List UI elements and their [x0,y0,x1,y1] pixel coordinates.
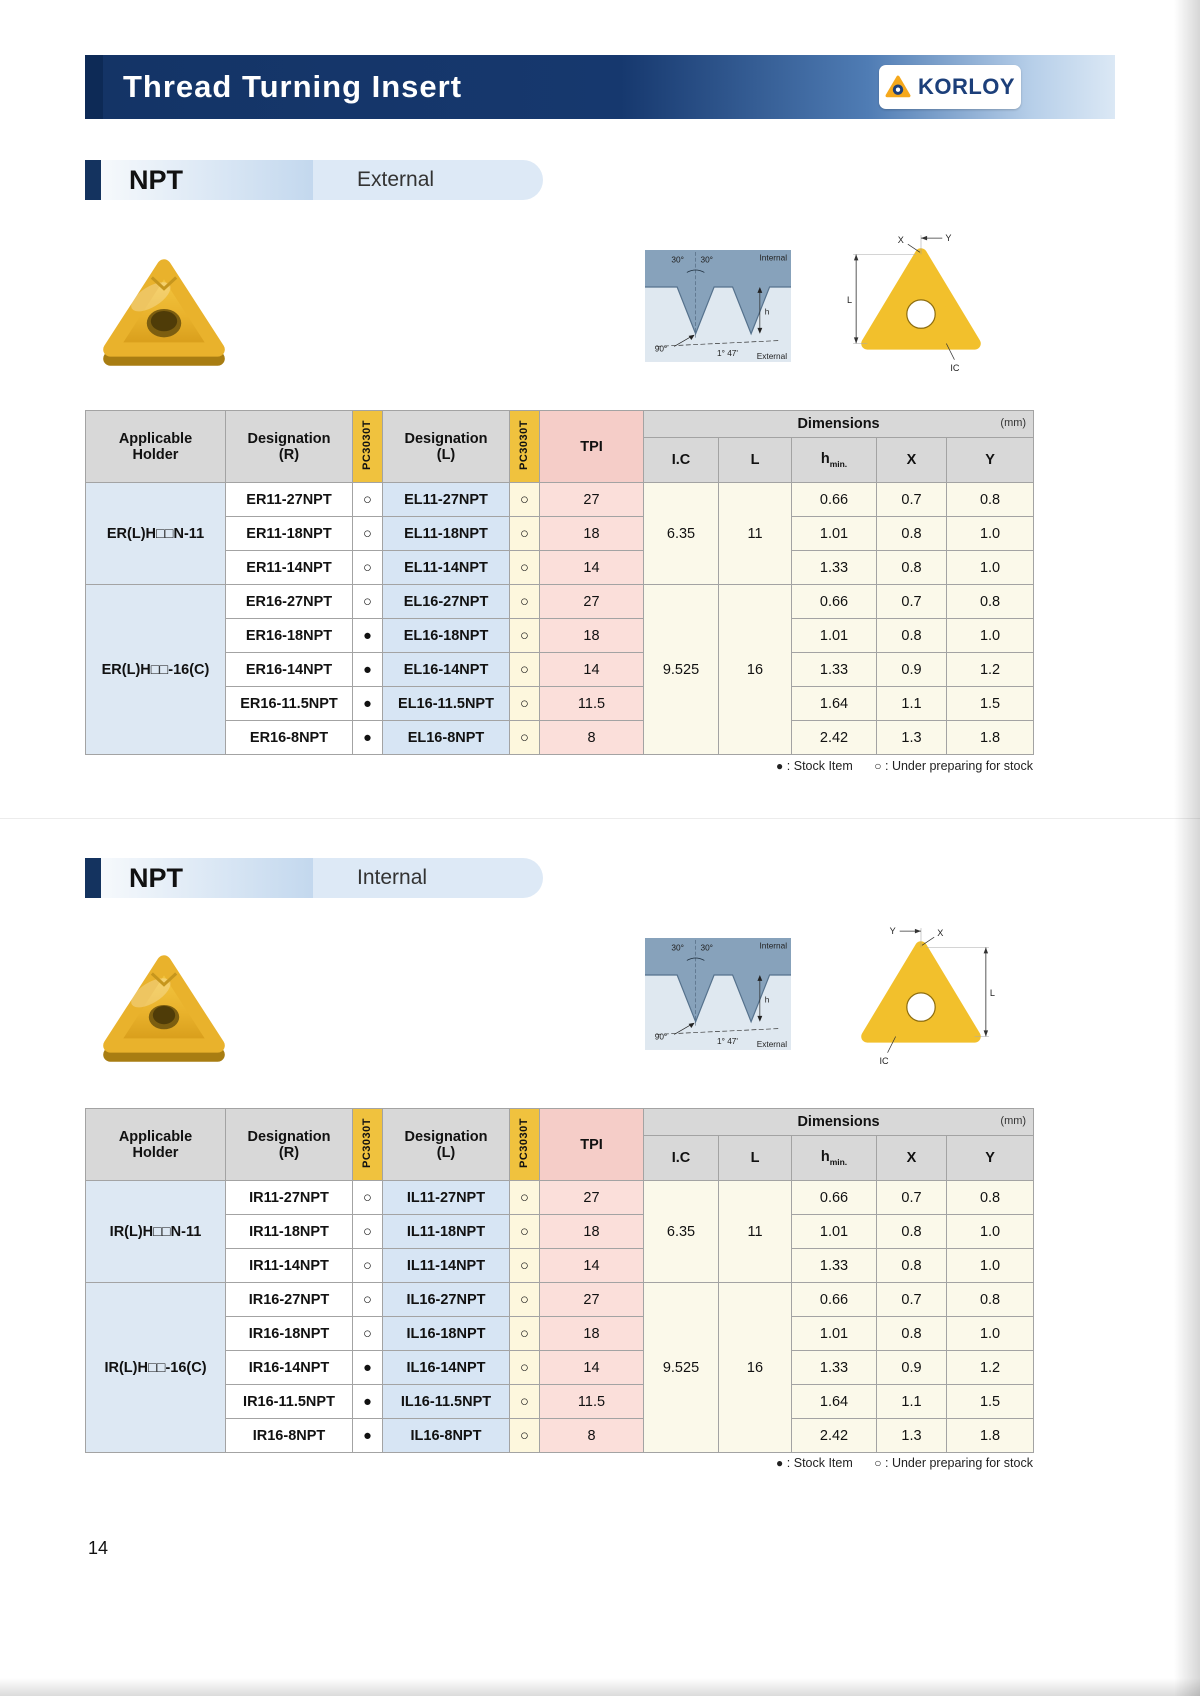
svg-text:X: X [937,928,944,939]
stock-item-symbol: ● [776,1456,784,1470]
stock-r-mark: ○ [353,1317,383,1351]
designation-l-cell: IL16-14NPT [383,1351,510,1385]
designation-r-cell: IR11-27NPT [226,1181,353,1215]
y-cell: 1.0 [947,1249,1034,1283]
svg-text:h: h [764,995,770,1005]
h-cell: 0.66 [792,1283,877,1317]
designation-r-cell: IR16-27NPT [226,1283,353,1317]
korloy-logo [879,65,1021,109]
header-accent [85,55,103,119]
header-dimensions: Dimensions (mm) [644,1109,1034,1136]
holder-cell: IR(L)H□□-16(C) [86,1283,226,1453]
stock-r-mark: ● [353,721,383,755]
table-row [86,1283,1034,1317]
svg-text:L: L [989,987,995,998]
header-l: L [719,438,792,483]
designation-l-cell: EL16-14NPT [383,653,510,687]
designation-r-cell: ER16-18NPT [226,619,353,653]
preparing-label: : Under preparing for stock [885,1456,1033,1470]
svg-text:IC: IC [879,1055,889,1066]
x-cell: 0.8 [877,551,947,585]
header-applicable-holder: Applicable Holder [86,411,226,483]
stock-item-label: : Stock Item [786,1456,853,1470]
section-code: NPT [129,164,183,195]
stock-l-mark: ○ [510,1419,540,1453]
stock-l-mark: ○ [510,619,540,653]
stock-l-mark: ○ [510,653,540,687]
designation-l-cell: EL11-27NPT [383,483,510,517]
svg-text:1° 47': 1° 47' [717,1037,739,1047]
x-cell: 0.8 [877,619,947,653]
table-row [86,619,1034,653]
header-tpi: TPI [540,411,644,483]
header-l: L [719,1136,792,1181]
tpi-cell: 18 [540,517,644,551]
header-tpi: TPI [540,1109,644,1181]
designation-r-cell: ER16-11.5NPT [226,687,353,721]
header-h: $h_{min.}$ [792,1136,877,1181]
tpi-cell: 27 [540,585,644,619]
section-variant: Internal [357,866,428,889]
header-designation-r: Designation (R) [226,411,353,483]
stock-l-mark: ○ [510,1283,540,1317]
tpi-cell: 14 [540,551,644,585]
stock-r-mark: ○ [353,483,383,517]
header-grade-r: PC3030T [353,411,383,483]
x-cell: 0.9 [877,1351,947,1385]
table-row [86,1385,1034,1419]
tpi-cell: 8 [540,1419,644,1453]
designation-r-cell: ER11-18NPT [226,517,353,551]
header-designation-r: Designation (R) [226,1109,353,1181]
y-cell: 0.8 [947,483,1034,517]
tpi-cell: 8 [540,721,644,755]
l-cell: 11 [719,483,792,585]
stock-r-mark: ● [353,619,383,653]
stock-l-mark: ○ [510,585,540,619]
table-row [86,721,1034,755]
svg-text:30°: 30° [700,943,713,953]
table-row [86,1317,1034,1351]
header-y: Y [947,1136,1034,1181]
stock-r-mark: ● [353,1419,383,1453]
tpi-cell: 27 [540,1283,644,1317]
h-cell: 1.64 [792,1385,877,1419]
table-row [86,687,1034,721]
stock-legend-external [85,759,1033,773]
x-cell: 1.3 [877,721,947,755]
stock-item-label: : Stock Item [786,759,853,773]
designation-l-cell: EL16-18NPT [383,619,510,653]
tpi-cell: 27 [540,1181,644,1215]
table-row [86,1351,1034,1385]
svg-text:L: L [847,294,853,305]
tpi-cell: 18 [540,1215,644,1249]
svg-text:Internal: Internal [759,253,788,263]
designation-l-cell: EL11-18NPT [383,517,510,551]
y-cell: 1.5 [947,1385,1034,1419]
insert-dimension-diagram-internal [845,923,997,1075]
x-cell: 0.8 [877,1317,947,1351]
section-header-external [85,160,543,200]
l-cell: 11 [719,1181,792,1283]
x-cell: 1.1 [877,1385,947,1419]
stock-l-mark: ○ [510,1351,540,1385]
y-cell: 1.0 [947,1317,1034,1351]
svg-text:90°: 90° [654,344,668,354]
page-header [85,55,1115,119]
designation-l-cell: IL11-18NPT [383,1215,510,1249]
stock-item-symbol: ● [776,759,784,773]
designation-r-cell: IR16-14NPT [226,1351,353,1385]
stock-l-mark: ○ [510,517,540,551]
table-row [86,585,1034,619]
stock-r-mark: ○ [353,585,383,619]
section-variant: External [357,168,435,191]
tpi-cell: 14 [540,1249,644,1283]
stock-l-mark: ○ [510,1317,540,1351]
table-row [86,551,1034,585]
header-unit: (mm) [1000,417,1027,429]
table-row [86,483,1034,517]
tpi-cell: 18 [540,619,644,653]
page-edge-bottom [0,1678,1200,1696]
designation-l-cell: EL16-27NPT [383,585,510,619]
preparing-label: : Under preparing for stock [885,759,1033,773]
stock-r-mark: ○ [353,1249,383,1283]
table-row [86,1249,1034,1283]
stock-l-mark: ○ [510,551,540,585]
svg-text:IC: IC [950,362,960,373]
tpi-cell: 14 [540,653,644,687]
svg-text:Internal: Internal [759,941,788,951]
x-cell: 0.8 [877,1215,947,1249]
section-accent [85,858,101,898]
header-x: X [877,438,947,483]
designation-l-cell: IL11-14NPT [383,1249,510,1283]
table-row [86,1215,1034,1249]
designation-l-cell: IL16-11.5NPT [383,1385,510,1419]
y-cell: 1.8 [947,721,1034,755]
x-cell: 0.8 [877,517,947,551]
y-cell: 1.0 [947,517,1034,551]
tpi-cell: 18 [540,1317,644,1351]
stock-l-mark: ○ [510,687,540,721]
stock-r-mark: ○ [353,517,383,551]
h-cell: 1.64 [792,687,877,721]
stock-l-mark: ○ [510,483,540,517]
h-cell: 1.33 [792,653,877,687]
h-cell: 1.33 [792,1351,877,1385]
thread-profile-diagram-external [645,250,791,362]
designation-r-cell: IR16-8NPT [226,1419,353,1453]
x-cell: 0.7 [877,1181,947,1215]
header-designation-l: Designation (L) [383,411,510,483]
svg-text:Y: Y [889,926,896,937]
svg-text:X: X [897,235,904,246]
svg-text:Y: Y [945,233,952,244]
header-grade-l: PC3030T [510,1109,540,1181]
designation-l-cell: EL16-8NPT [383,721,510,755]
y-cell: 1.0 [947,1215,1034,1249]
h-cell: 1.01 [792,1215,877,1249]
insert-dimension-diagram-external [845,230,997,382]
y-cell: 1.2 [947,1351,1034,1385]
h-cell: 1.01 [792,517,877,551]
table-row [86,1181,1034,1215]
tpi-cell: 11.5 [540,687,644,721]
x-cell: 0.8 [877,1249,947,1283]
header-grade-r: PC3030T [353,1109,383,1181]
header-ic: I.C [644,438,719,483]
stock-r-mark: ● [353,1351,383,1385]
x-cell: 0.7 [877,483,947,517]
svg-text:h: h [764,307,770,317]
table-row [86,1419,1034,1453]
x-cell: 0.7 [877,585,947,619]
stock-r-mark: ○ [353,1181,383,1215]
ic-cell: 6.35 [644,483,719,585]
section-code: NPT [129,862,183,893]
section-header-internal [85,858,543,898]
x-cell: 0.7 [877,1283,947,1317]
designation-l-cell: EL16-11.5NPT [383,687,510,721]
section-accent [85,160,101,200]
y-cell: 1.0 [947,619,1034,653]
y-cell: 0.8 [947,1283,1034,1317]
l-cell: 16 [719,585,792,755]
tpi-cell: 14 [540,1351,644,1385]
holder-cell: ER(L)H□□-16(C) [86,585,226,755]
y-cell: 0.8 [947,1181,1034,1215]
designation-l-cell: IL11-27NPT [383,1181,510,1215]
preparing-symbol: ○ [874,759,882,773]
table-row [86,653,1034,687]
holder-cell: IR(L)H□□N-11 [86,1181,226,1283]
stock-r-mark: ● [353,1385,383,1419]
ic-cell: 6.35 [644,1181,719,1283]
stock-r-mark: ○ [353,551,383,585]
h-cell: 1.01 [792,1317,877,1351]
h-cell: 2.42 [792,1419,877,1453]
y-cell: 0.8 [947,585,1034,619]
designation-r-cell: IR11-18NPT [226,1215,353,1249]
svg-text:30°: 30° [671,943,684,953]
designation-r-cell: IR16-11.5NPT [226,1385,353,1419]
header-applicable-holder: Applicable Holder [86,1109,226,1181]
insert-photo-internal [88,942,240,1074]
y-cell: 1.2 [947,653,1034,687]
korloy-logo-icon [885,75,911,99]
page-number: 14 [88,1538,109,1558]
header-x: X [877,1136,947,1181]
designation-l-cell: EL11-14NPT [383,551,510,585]
spec-table-internal [85,1108,1034,1453]
holder-cell: ER(L)H□□N-11 [86,483,226,585]
header-y: Y [947,438,1034,483]
ic-cell: 9.525 [644,585,719,755]
x-cell: 1.1 [877,687,947,721]
h-cell: 1.01 [792,619,877,653]
page-title: Thread Turning Insert [123,69,463,104]
page-edge-right [1174,0,1200,1696]
korloy-logo-text: KORLOY [917,74,1016,99]
thread-profile-diagram-internal [645,938,791,1050]
svg-text:30°: 30° [671,255,684,265]
designation-r-cell: ER11-27NPT [226,483,353,517]
designation-r-cell: ER16-27NPT [226,585,353,619]
table-row [86,517,1034,551]
svg-text:90°: 90° [654,1032,668,1042]
designation-r-cell: ER16-14NPT [226,653,353,687]
svg-text:External: External [756,352,788,362]
y-cell: 1.8 [947,1419,1034,1453]
h-cell: 1.33 [792,1249,877,1283]
y-cell: 1.5 [947,687,1034,721]
header-h: $h_{min.}$ [792,438,877,483]
insert-photo-external [88,246,240,378]
x-cell: 1.3 [877,1419,947,1453]
svg-text:External: External [756,1040,788,1050]
designation-r-cell: ER16-8NPT [226,721,353,755]
svg-text:1° 47': 1° 47' [717,349,739,359]
designation-r-cell: IR11-14NPT [226,1249,353,1283]
tpi-cell: 27 [540,483,644,517]
stock-l-mark: ○ [510,721,540,755]
designation-l-cell: IL16-8NPT [383,1419,510,1453]
h-cell: 1.33 [792,551,877,585]
y-cell: 1.0 [947,551,1034,585]
stock-l-mark: ○ [510,1181,540,1215]
stock-legend-internal [85,1456,1033,1470]
l-cell: 16 [719,1283,792,1453]
x-cell: 0.9 [877,653,947,687]
designation-l-cell: IL16-27NPT [383,1283,510,1317]
stock-r-mark: ● [353,653,383,687]
header-ic: I.C [644,1136,719,1181]
stock-r-mark: ● [353,687,383,721]
stock-l-mark: ○ [510,1215,540,1249]
designation-r-cell: ER11-14NPT [226,551,353,585]
header-dimensions: Dimensions (mm) [644,411,1034,438]
h-cell: 0.66 [792,1181,877,1215]
header-unit: (mm) [1000,1115,1027,1127]
h-cell: 0.66 [792,585,877,619]
header-grade-l: PC3030T [510,411,540,483]
stock-l-mark: ○ [510,1249,540,1283]
preparing-symbol: ○ [874,1456,882,1470]
header-designation-l: Designation (L) [383,1109,510,1181]
h-cell: 0.66 [792,483,877,517]
section-divider [0,818,1200,819]
stock-r-mark: ○ [353,1215,383,1249]
stock-r-mark: ○ [353,1283,383,1317]
ic-cell: 9.525 [644,1283,719,1453]
designation-l-cell: IL16-18NPT [383,1317,510,1351]
h-cell: 2.42 [792,721,877,755]
tpi-cell: 11.5 [540,1385,644,1419]
svg-text:30°: 30° [700,255,713,265]
spec-table-external [85,410,1034,755]
stock-l-mark: ○ [510,1385,540,1419]
designation-r-cell: IR16-18NPT [226,1317,353,1351]
